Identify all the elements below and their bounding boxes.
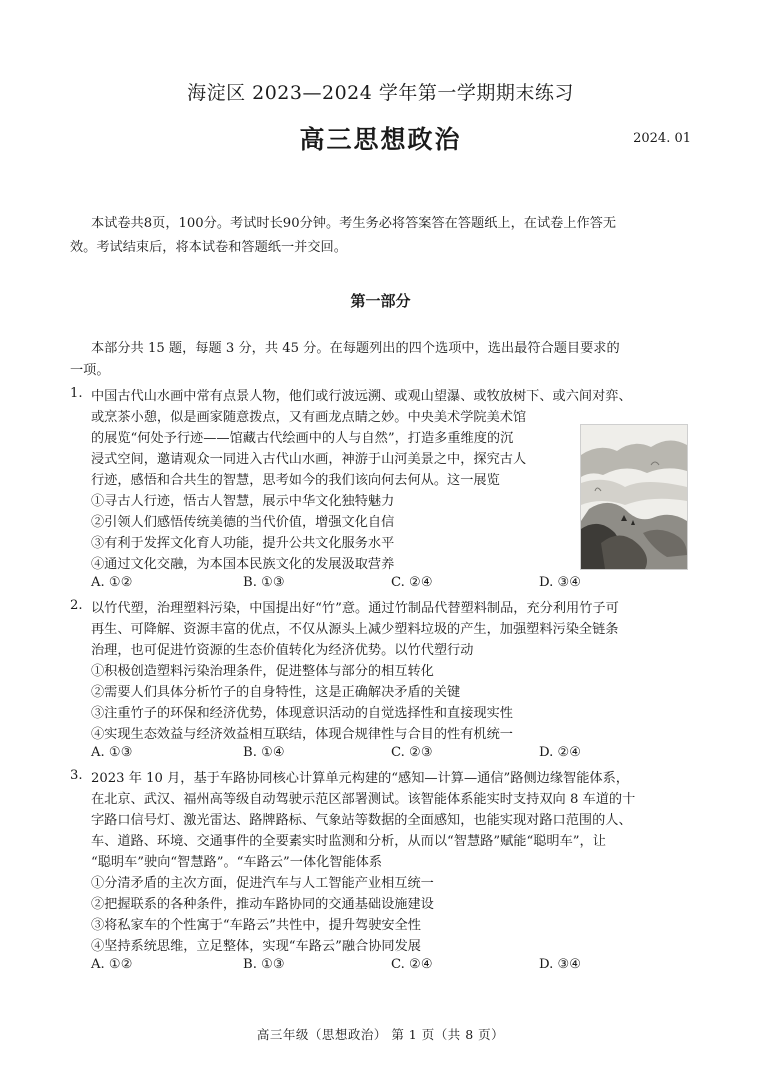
section-title: 第一部分 xyxy=(350,292,411,310)
option-c: C. ②④ xyxy=(391,575,433,590)
instructions-line-2: 效。考试结束后，将本试卷和答题纸一并交回。 xyxy=(70,240,347,255)
question-stem-line: 浸式空间，邀请观众一同进入古代山水画，神游于山河美景之中，探究古人 xyxy=(91,452,527,467)
choice-statement: ③有利于发挥文化育人功能，提升公共文化服务水平 xyxy=(91,536,395,551)
option-b: B. ①③ xyxy=(243,957,285,972)
question-stem-line: 字路口信号灯、激光雷达、路牌路标、气象站等数据的全面感知，也能实现对路口范围的人、 xyxy=(91,813,632,828)
choice-statement: ③将私家车的个性寓于“车路云”共性中，提升驾驶安全性 xyxy=(91,918,421,933)
option-d: D. ③④ xyxy=(539,575,582,590)
option-a: A. ①② xyxy=(91,957,133,972)
choice-statement: ①积极创造塑料污染治理条件，促进整体与部分的相互转化 xyxy=(91,664,434,679)
option-b: B. ①③ xyxy=(243,575,285,590)
choice-statement: ①寻古人行迹，悟古人智慧，展示中华文化独特魅力 xyxy=(91,494,395,509)
page-footer: 高三年级（思想政治） 第 1 页（共 8 页） xyxy=(256,1027,505,1042)
question-stem-line: 中国古代山水画中常有点景人物，他们或行波远溯、或观山望瀑、或牧放树下、或六间对弈、 xyxy=(91,389,632,404)
question-number: 3. xyxy=(70,768,83,783)
question-number: 2. xyxy=(70,598,83,613)
question-stem-line: 2023 年 10 月，基于车路协同核心计算单元构建的“感知—计算—通信”路侧边缘智能体系， xyxy=(91,771,629,786)
section-intro-line-2: 一项。 xyxy=(70,363,110,378)
option-a: A. ①② xyxy=(91,575,133,590)
choice-statement: ②需要人们具体分析竹子的自身特性，这是正确解决矛盾的关键 xyxy=(91,685,461,700)
section-intro-line-1: 本部分共 15 题，每题 3 分，共 45 分。在每题列出的四个选项中，选出最符合题目要求的 xyxy=(91,341,620,356)
choice-statement: ②引领人们感悟传统美德的当代价值，增强文化自信 xyxy=(91,515,395,530)
choice-statement: ④通过文化交融，为本国本民族文化的发展汲取营养 xyxy=(91,557,395,572)
question-stem-line: 在北京、武汉、福州高等级自动驾驶示范区部署测试。该智能体系能实时支持双向 8 车道的十 xyxy=(91,792,636,807)
choice-statement: ①分清矛盾的主次方面，促进汽车与人工智能产业相互统一 xyxy=(91,876,434,891)
question-stem-line: 或烹茶小憩，似是画家随意拨点，又有画龙点睛之妙。中央美术学院美术馆 xyxy=(91,410,527,425)
choice-statement: ③注重竹子的环保和经济优势，体现意识活动的自觉选择性和直接现实性 xyxy=(91,706,513,721)
question-stem-line: 行迹，感悟和合共生的智慧，思考如今的我们该向何去何从。这一展览 xyxy=(91,473,500,488)
choice-statement: ④坚持系统思维，立足整体，实现“车路云”融合协同发展 xyxy=(91,939,421,954)
option-d: D. ②④ xyxy=(539,745,582,760)
instructions-line-1: 本试卷共8页，100分。考试时长90分钟。考生务必将答案答在答题纸上，在试卷上作答无 xyxy=(91,216,617,231)
option-d: D. ③④ xyxy=(539,957,582,972)
option-b: B. ①④ xyxy=(243,745,285,760)
landscape-painting-image xyxy=(580,424,688,570)
subject-title: 高三思想政治 xyxy=(299,125,462,154)
question-number: 1. xyxy=(70,386,83,401)
choice-statement: ④实现生态效益与经济效益相互联结，体现合规律性与合目的性有机统一 xyxy=(91,727,513,742)
exam-title: 海淀区 2023—2024 学年第一学期期末练习 xyxy=(187,82,574,104)
question-stem-line: “聪明车”驶向“智慧路”。“车路云”一体化智能体系 xyxy=(91,855,383,870)
option-c: C. ②③ xyxy=(391,745,433,760)
question-stem-line: 的展览“何处予行迹——馆藏古代绘画中的人与自然”，打造多重维度的沉 xyxy=(91,431,514,446)
question-stem-line: 以竹代塑，治理塑料污染，中国提出好“竹”意。通过竹制品代替塑料制品，充分利用竹子可 xyxy=(91,601,619,616)
exam-date: 2024. 01 xyxy=(633,131,691,146)
choice-statement: ②把握联系的各种条件，推动车路协同的交通基础设施建设 xyxy=(91,897,434,912)
question-stem-line: 治理，也可促进竹资源的生态价值转化为经济优势。以竹代塑行动 xyxy=(91,643,474,658)
question-stem-line: 车、道路、环境、交通事件的全要素实时监测和分析，从而以“智慧路”赋能“聪明车”，让 xyxy=(91,834,606,849)
question-stem-line: 再生、可降解、资源丰富的优点，不仅从源头上减少塑料垃圾的产生，加强塑料污染全链条 xyxy=(91,622,619,637)
option-c: C. ②④ xyxy=(391,957,433,972)
option-a: A. ①③ xyxy=(91,745,133,760)
